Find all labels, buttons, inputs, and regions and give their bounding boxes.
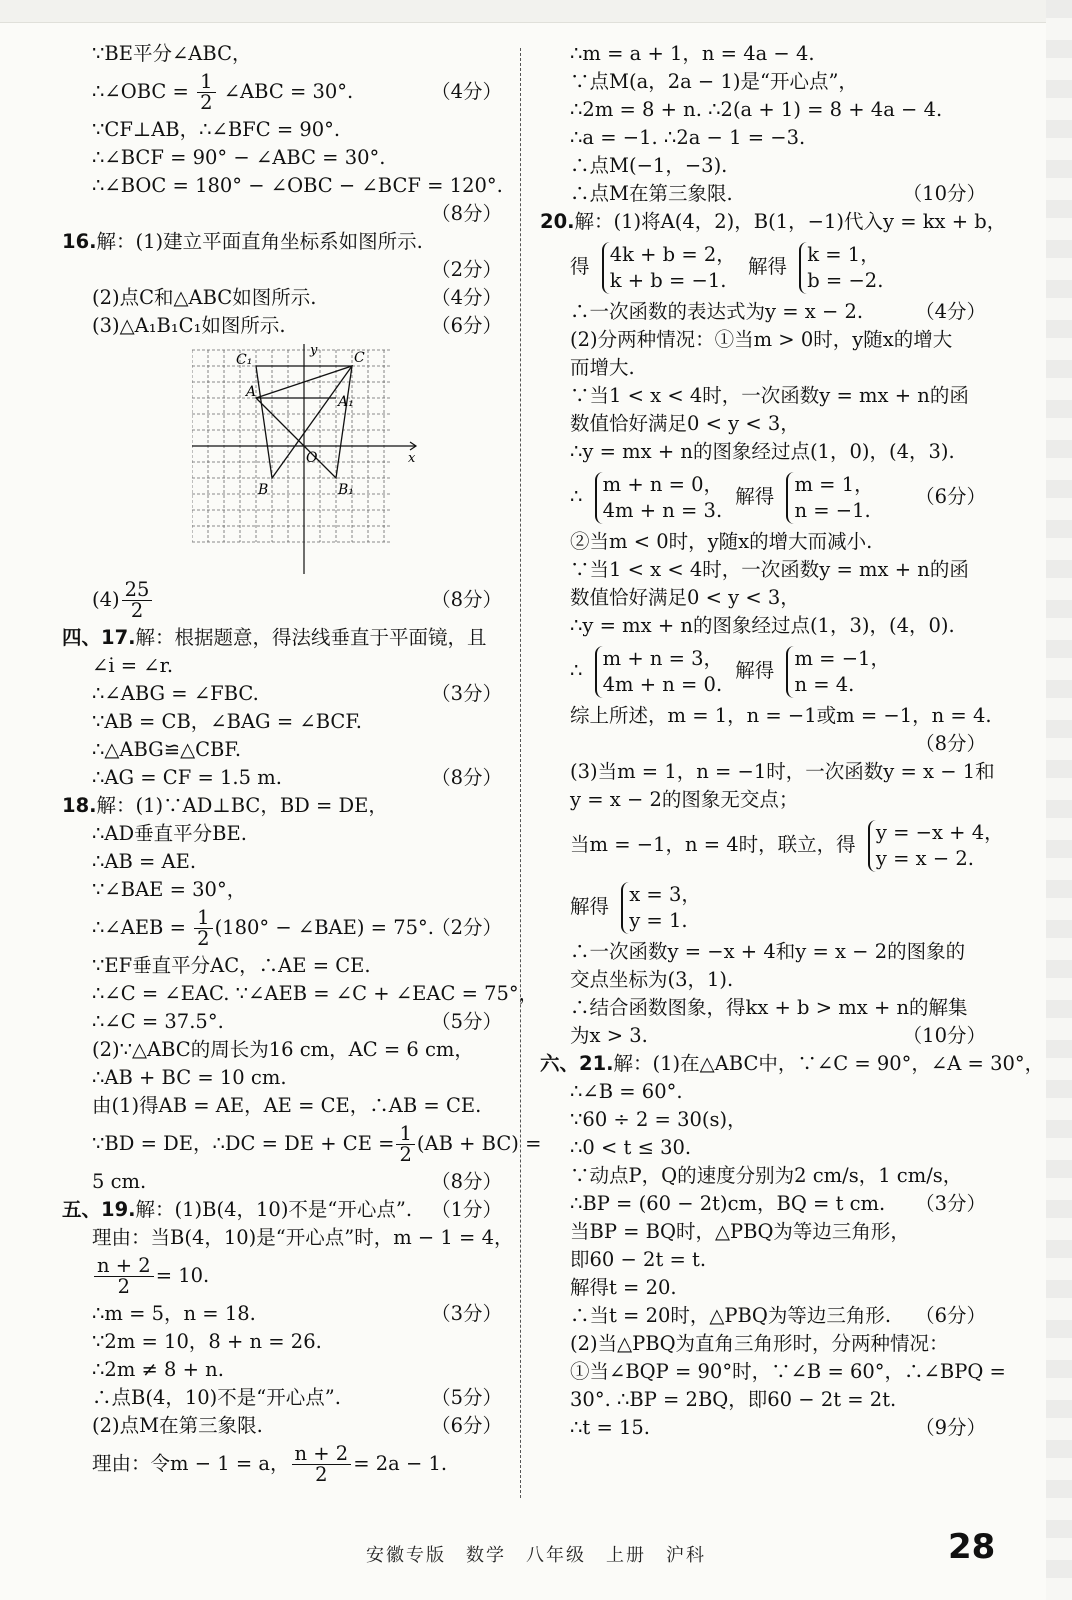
answer-line	[540, 938, 986, 966]
line-text: (4)	[92, 588, 120, 611]
score-mark: （8分）	[431, 588, 502, 611]
line-text: ∵EF垂直平分AC，∴AE = CE.	[92, 954, 371, 977]
equation: n = −1.	[794, 498, 871, 522]
score-mark: （8分）	[431, 202, 502, 225]
fraction-numerator: 25	[122, 580, 153, 601]
line-text: ∵2m = 10，8 + n = 26.	[92, 1330, 322, 1353]
score-mark: （5分）	[431, 1386, 502, 1409]
answer-line	[62, 144, 502, 172]
line-text: ∵当1 < x < 4时，一次函数y = mx + n的函	[570, 384, 969, 407]
line-text: ∴AB + BC = 10 cm.	[92, 1066, 287, 1089]
score-mark: （2分）	[431, 916, 502, 939]
fraction	[292, 1444, 352, 1485]
question-number: 20.	[540, 210, 575, 233]
line-text: ∴AD垂直平分BE.	[92, 822, 247, 845]
answer-line	[62, 116, 502, 144]
answer-line	[540, 528, 986, 556]
answer-line	[540, 966, 986, 994]
fraction	[122, 580, 153, 621]
line-text: 解：(1)∵AD⊥BC，BD = DE，	[96, 794, 388, 817]
line-text: ∵BE平分∠ABC，	[92, 42, 252, 65]
answer-line	[62, 1008, 502, 1036]
answer-line	[62, 1064, 502, 1092]
line-text: ∴点M(−1，−3).	[570, 154, 728, 177]
answer-line	[62, 1224, 514, 1252]
score-mark: （2分）	[431, 258, 502, 281]
fraction-denominator: 2	[197, 927, 210, 950]
coordinate-grid-svg	[192, 344, 432, 576]
score-mark: （8分）	[915, 732, 986, 755]
line-text: 为x > 3.	[570, 1024, 648, 1047]
line-text: ∴一次函数的表达式为y = x − 2.	[570, 300, 864, 323]
label-c1: C₁	[236, 352, 253, 368]
line-text: ∴	[570, 485, 583, 508]
line-text: 解得	[735, 485, 775, 508]
answer-line	[540, 466, 986, 528]
answer-line	[62, 848, 502, 876]
line-text: ∴点B(4，10)不是“开心点”.	[92, 1386, 341, 1409]
score-mark: （6分）	[915, 1304, 986, 1327]
label-b1: B₁	[338, 482, 354, 498]
answer-line	[62, 172, 502, 200]
line-text: ∴当t = 20时，△PBQ为等边三角形.	[570, 1304, 892, 1327]
equation-system	[595, 472, 723, 524]
line-text: 当m = −1，n = 4时，联立，得	[570, 833, 856, 856]
question-21	[540, 1050, 1045, 1078]
line-text: ∴∠C = 37.5°.	[92, 1010, 224, 1033]
equation: y = −x + 4，	[875, 820, 1004, 844]
equation: n = 4.	[794, 672, 855, 696]
equation: k = 1，	[807, 242, 880, 266]
fraction	[197, 72, 215, 113]
equation-system	[595, 646, 723, 698]
line-text: ∠ABC = 30°.	[223, 80, 354, 103]
answer-line	[62, 1328, 502, 1356]
equation-system	[868, 820, 1004, 872]
line-text: 5 cm.	[92, 1170, 147, 1193]
equation: x = 3，	[629, 882, 701, 906]
question-16	[62, 228, 502, 256]
line-text: y = x − 2的图象无交点；	[570, 788, 799, 811]
left-column	[62, 40, 542, 1488]
label-a1: A₁	[338, 394, 354, 410]
score-mark: （6分）	[431, 314, 502, 337]
equation: m = −1，	[794, 646, 890, 670]
equation-system	[786, 472, 873, 524]
line-text: ∴点M在第三象限.	[570, 182, 733, 205]
line-text: ∴0 < t ≤ 30.	[570, 1136, 692, 1159]
fraction	[94, 1256, 154, 1297]
label-a: A	[246, 384, 257, 400]
line-text: 即60 − 2t = t.	[570, 1248, 707, 1271]
label-origin: O	[306, 450, 318, 466]
line-text: ∴m = 5，n = 18.	[92, 1302, 256, 1325]
score-mark: （9分）	[915, 1416, 986, 1439]
answer-line	[540, 786, 986, 814]
line-text: ∴∠OBC =	[92, 80, 189, 103]
fraction-numerator: 1	[194, 908, 212, 929]
equation: m + n = 0，	[602, 472, 724, 496]
score-mark: （3分）	[431, 1302, 502, 1325]
line-text: ∴2m ≠ 8 + n.	[92, 1358, 224, 1381]
answer-line	[540, 1190, 986, 1218]
question-18	[62, 792, 502, 820]
line-text: ∵BD = DE，∴DC = DE + CE =	[92, 1132, 395, 1155]
answer-line	[540, 814, 1004, 876]
equation: m + n = 3，	[602, 646, 724, 670]
answer-line	[62, 1300, 502, 1328]
answer-line	[540, 876, 986, 938]
answer-line	[540, 1162, 986, 1190]
fraction-denominator: 2	[200, 91, 213, 114]
label-y-axis: y	[310, 344, 318, 358]
equation: 4m + n = 0.	[602, 672, 723, 696]
answer-line	[62, 980, 539, 1008]
fraction-denominator: 2	[399, 1143, 412, 1166]
answer-line	[540, 40, 986, 68]
answer-line	[540, 1358, 1006, 1386]
answer-line	[540, 236, 986, 298]
column-divider	[520, 48, 521, 1498]
answer-line	[540, 1386, 986, 1414]
answer-line	[540, 180, 986, 208]
answer-line	[62, 68, 502, 116]
line-text: ∴m = a + 1，n = 4a − 4.	[570, 42, 815, 65]
score-mark: （4分）	[915, 300, 986, 323]
answer-line	[62, 708, 502, 736]
score-mark: （3分）	[431, 682, 502, 705]
answer-line	[540, 68, 986, 96]
line-text: ∵当1 < x < 4时，一次函数y = mx + n的函	[570, 558, 969, 581]
line-text: ②当m < 0时，y随x的增大而减小.	[570, 530, 873, 553]
line-text: 解得	[735, 659, 775, 682]
line-text: 解：(1)在△ABC中，∵∠C = 90°，∠A = 30°，	[613, 1052, 1045, 1075]
line-text: 解：(1)将A(4，2)，B(1，−1)代入y = kx + b，	[574, 210, 1007, 233]
score-mark: （10分）	[902, 1024, 986, 1047]
line-text: ∴∠B = 60°.	[570, 1080, 683, 1103]
answer-line	[62, 1384, 502, 1412]
page-top-edge	[0, 0, 1072, 23]
line-text: 解得	[748, 255, 788, 278]
answer-line	[540, 994, 986, 1022]
answer-line	[540, 1218, 986, 1246]
equation: b = −2.	[807, 268, 884, 292]
answer-line	[62, 764, 502, 792]
line-text: ∴结合函数图象，得kx + b > mx + n的解集	[570, 996, 968, 1019]
fraction-numerator: 1	[197, 72, 215, 93]
line-text: ∴∠C = ∠EAC. ∵∠AEB = ∠C + ∠EAC = 75°，	[92, 982, 539, 1005]
line-text: ∵AB = CB，∠BAG = ∠BCF.	[92, 710, 363, 733]
line-text: 当BP = BQ时，△PBQ为等边三角形，	[570, 1220, 910, 1243]
line-text: (AB + BC) =	[416, 1132, 542, 1155]
answer-line	[540, 1106, 986, 1134]
fraction-numerator: 1	[396, 1124, 414, 1145]
equation-system	[786, 646, 889, 698]
line-text: (2)分两种情况：①当m > 0时，y随x的增大	[570, 328, 953, 351]
answer-line	[62, 1412, 502, 1440]
answer-line	[540, 730, 986, 758]
equation: y = 1.	[629, 908, 688, 932]
answer-line	[62, 1168, 502, 1196]
answer-line	[540, 1134, 986, 1162]
score-mark: （4分）	[431, 286, 502, 309]
line-text: 解：根据题意，得法线垂直于平面镜，且	[135, 626, 487, 649]
score-mark: （10分）	[902, 182, 986, 205]
question-17	[62, 624, 502, 652]
line-text: ∴∠BOC = 180° − ∠OBC − ∠BCF = 120°.	[92, 174, 503, 197]
line-text: ∵CF⊥AB，∴∠BFC = 90°.	[92, 118, 341, 141]
answer-line	[62, 40, 502, 68]
line-text: ∵点M(a，2a − 1)是“开心点”，	[570, 70, 858, 93]
answer-line	[62, 1252, 502, 1300]
line-text: ∴AB = AE.	[92, 850, 197, 873]
line-text: ①当∠BQP = 90°时，∵∠B = 60°，∴∠BPQ =	[570, 1360, 1006, 1383]
question-number: 六、21.	[540, 1052, 614, 1075]
label-c: C	[354, 350, 365, 366]
line-text: ∴BP = (60 − 2t)cm，BQ = t cm.	[570, 1192, 886, 1215]
answer-line	[540, 1078, 986, 1106]
answer-line	[540, 326, 986, 354]
question-number: 18.	[62, 794, 97, 817]
line-text: (180° − ∠BAE) = 75°.	[214, 916, 434, 939]
line-text: ∴AG = CF = 1.5 m.	[92, 766, 282, 789]
line-text: ∴∠BCF = 90° − ∠ABC = 30°.	[92, 146, 386, 169]
score-mark: （6分）	[915, 485, 986, 508]
score-mark: （1分）	[431, 1198, 502, 1221]
line-text: ∵动点P，Q的速度分别为2 cm/s，1 cm/s，	[570, 1164, 963, 1187]
score-mark: （3分）	[915, 1192, 986, 1215]
line-text: 综上所述，m = 1，n = −1或m = −1，n = 4.	[570, 704, 992, 727]
score-mark: （5分）	[431, 1010, 502, 1033]
answer-line	[540, 556, 986, 584]
line-text: (2)∵△ABC的周长为16 cm，AC = 6 cm，	[92, 1038, 474, 1061]
axes	[192, 344, 416, 574]
fraction	[194, 908, 212, 949]
line-text: 解：(1)建立平面直角坐标系如图所示.	[96, 230, 423, 253]
fraction-numerator: n + 2	[94, 1256, 154, 1277]
answer-line	[62, 1092, 502, 1120]
score-mark: （6分）	[431, 1414, 502, 1437]
line-text: ∴∠ABG = ∠FBC.	[92, 682, 259, 705]
fraction	[396, 1124, 414, 1165]
page-right-edge	[1046, 0, 1072, 1600]
line-text: ∴一次函数y = −x + 4和y = x − 2的图象的	[570, 940, 966, 963]
fraction-denominator: 2	[315, 1463, 328, 1486]
line-text: 而增大.	[570, 356, 635, 379]
line-text: ∵∠BAE = 30°，	[92, 878, 247, 901]
score-mark: （8分）	[431, 1170, 502, 1193]
line-text: ∴2m = 8 + n. ∴2(a + 1) = 8 + 4a − 4.	[570, 98, 943, 121]
equation: 4m + n = 3.	[602, 498, 723, 522]
answer-line	[540, 96, 986, 124]
answer-line	[540, 1302, 986, 1330]
answer-line	[62, 876, 502, 904]
answer-line	[540, 758, 995, 786]
line-text: 理由：当B(4，10)是“开心点”时，m − 1 = 4，	[92, 1226, 514, 1249]
line-text: ∴	[570, 659, 583, 682]
equation: y = x − 2.	[875, 846, 974, 870]
coordinate-figure	[192, 344, 432, 576]
answer-line	[62, 1356, 502, 1384]
question-19	[62, 1196, 502, 1224]
question-20	[540, 208, 1007, 236]
answer-line	[62, 1036, 502, 1064]
fraction-numerator: n + 2	[292, 1444, 352, 1465]
equation: k + b = −1.	[609, 268, 727, 292]
line-text: ∴y = mx + n的图象经过点(1，3)，(4，0).	[570, 614, 955, 637]
line-text: (2)点M在第三象限.	[92, 1414, 263, 1437]
label-x-axis: x	[408, 451, 416, 466]
answer-line	[62, 820, 502, 848]
score-mark: （4分）	[431, 80, 502, 103]
answer-line	[540, 584, 986, 612]
line-text: (3)△A₁B₁C₁如图所示.	[92, 314, 286, 337]
line-text: 解：(1)B(4，10)不是“开心点”.	[135, 1198, 413, 1221]
answer-line	[540, 438, 986, 466]
answer-line	[62, 1440, 502, 1488]
answer-line	[540, 1246, 986, 1274]
equation-system	[799, 242, 883, 294]
answer-line	[62, 312, 502, 340]
answer-line	[540, 1022, 986, 1050]
line-text: 30°. ∴BP = 2BQ，即60 − 2t = 2t.	[570, 1388, 897, 1411]
answer-line	[540, 1274, 986, 1302]
answer-line	[540, 702, 992, 730]
line-text: (2)当△PBQ为直角三角形时，分两种情况：	[570, 1332, 949, 1355]
equation-system	[602, 242, 736, 294]
answer-line	[540, 382, 986, 410]
question-number: 五、19.	[62, 1198, 136, 1221]
fraction-denominator: 2	[130, 599, 144, 622]
line-text: ∴y = mx + n的图象经过点(1，0)，(4，3).	[570, 440, 955, 463]
label-b: B	[258, 482, 269, 498]
question-number: 四、17.	[62, 626, 136, 649]
answer-line	[62, 904, 502, 952]
answer-line	[62, 256, 502, 284]
answer-line	[540, 354, 986, 382]
line-text: 得	[570, 255, 590, 278]
answer-line	[62, 680, 502, 708]
answer-line	[540, 298, 986, 326]
score-mark: （8分）	[431, 766, 502, 789]
line-text: 交点坐标为(3，1).	[570, 968, 734, 991]
line-text: ∴a = −1. ∴2a − 1 = −3.	[570, 126, 806, 149]
line-text: 理由：令m − 1 = a，	[92, 1452, 290, 1475]
line-text: ∠i = ∠r.	[92, 654, 174, 677]
answer-line	[540, 640, 986, 702]
fraction-denominator: 2	[117, 1275, 131, 1298]
line-text: (3)当m = 1，n = −1时，一次函数y = x − 1和	[570, 760, 995, 783]
line-text: = 2a − 1.	[353, 1452, 448, 1475]
answer-line	[62, 576, 502, 624]
answer-line	[540, 124, 986, 152]
answer-line	[62, 200, 502, 228]
answer-line	[62, 284, 502, 312]
equation: m = 1，	[794, 472, 874, 496]
line-text: (2)点C和△ABC如图所示.	[92, 286, 317, 309]
answer-line	[540, 1330, 986, 1358]
answer-line	[540, 152, 986, 180]
answer-line	[540, 1414, 986, 1442]
line-text: 解得	[570, 895, 610, 918]
line-text: ∴△ABG≌△CBF.	[92, 738, 242, 761]
line-text: ∴∠AEB =	[92, 916, 186, 939]
line-text: 数值恰好满足0 < y < 3，	[570, 586, 800, 609]
page-number: 28	[948, 1527, 996, 1567]
answer-line	[62, 652, 502, 680]
answer-line	[540, 410, 986, 438]
line-text: ∴t = 15.	[570, 1416, 650, 1439]
line-text: 由(1)得AB = AE，AE = CE，∴AB = CE.	[92, 1094, 482, 1117]
line-text: ∵60 ÷ 2 = 30(s)，	[570, 1108, 747, 1131]
equation-system	[621, 882, 701, 934]
answer-line	[62, 736, 502, 764]
right-column	[540, 40, 1045, 1442]
answer-line	[62, 952, 502, 980]
page-footer: 安徽专版 数学 八年级 上册 沪科	[366, 1545, 706, 1566]
question-number: 16.	[62, 230, 97, 253]
line-text: = 10.	[155, 1264, 210, 1287]
answer-line	[540, 612, 986, 640]
line-text: 解得t = 20.	[570, 1276, 677, 1299]
line-text: 数值恰好满足0 < y < 3，	[570, 412, 800, 435]
equation: 4k + b = 2，	[609, 242, 736, 266]
answer-line	[62, 1120, 542, 1168]
